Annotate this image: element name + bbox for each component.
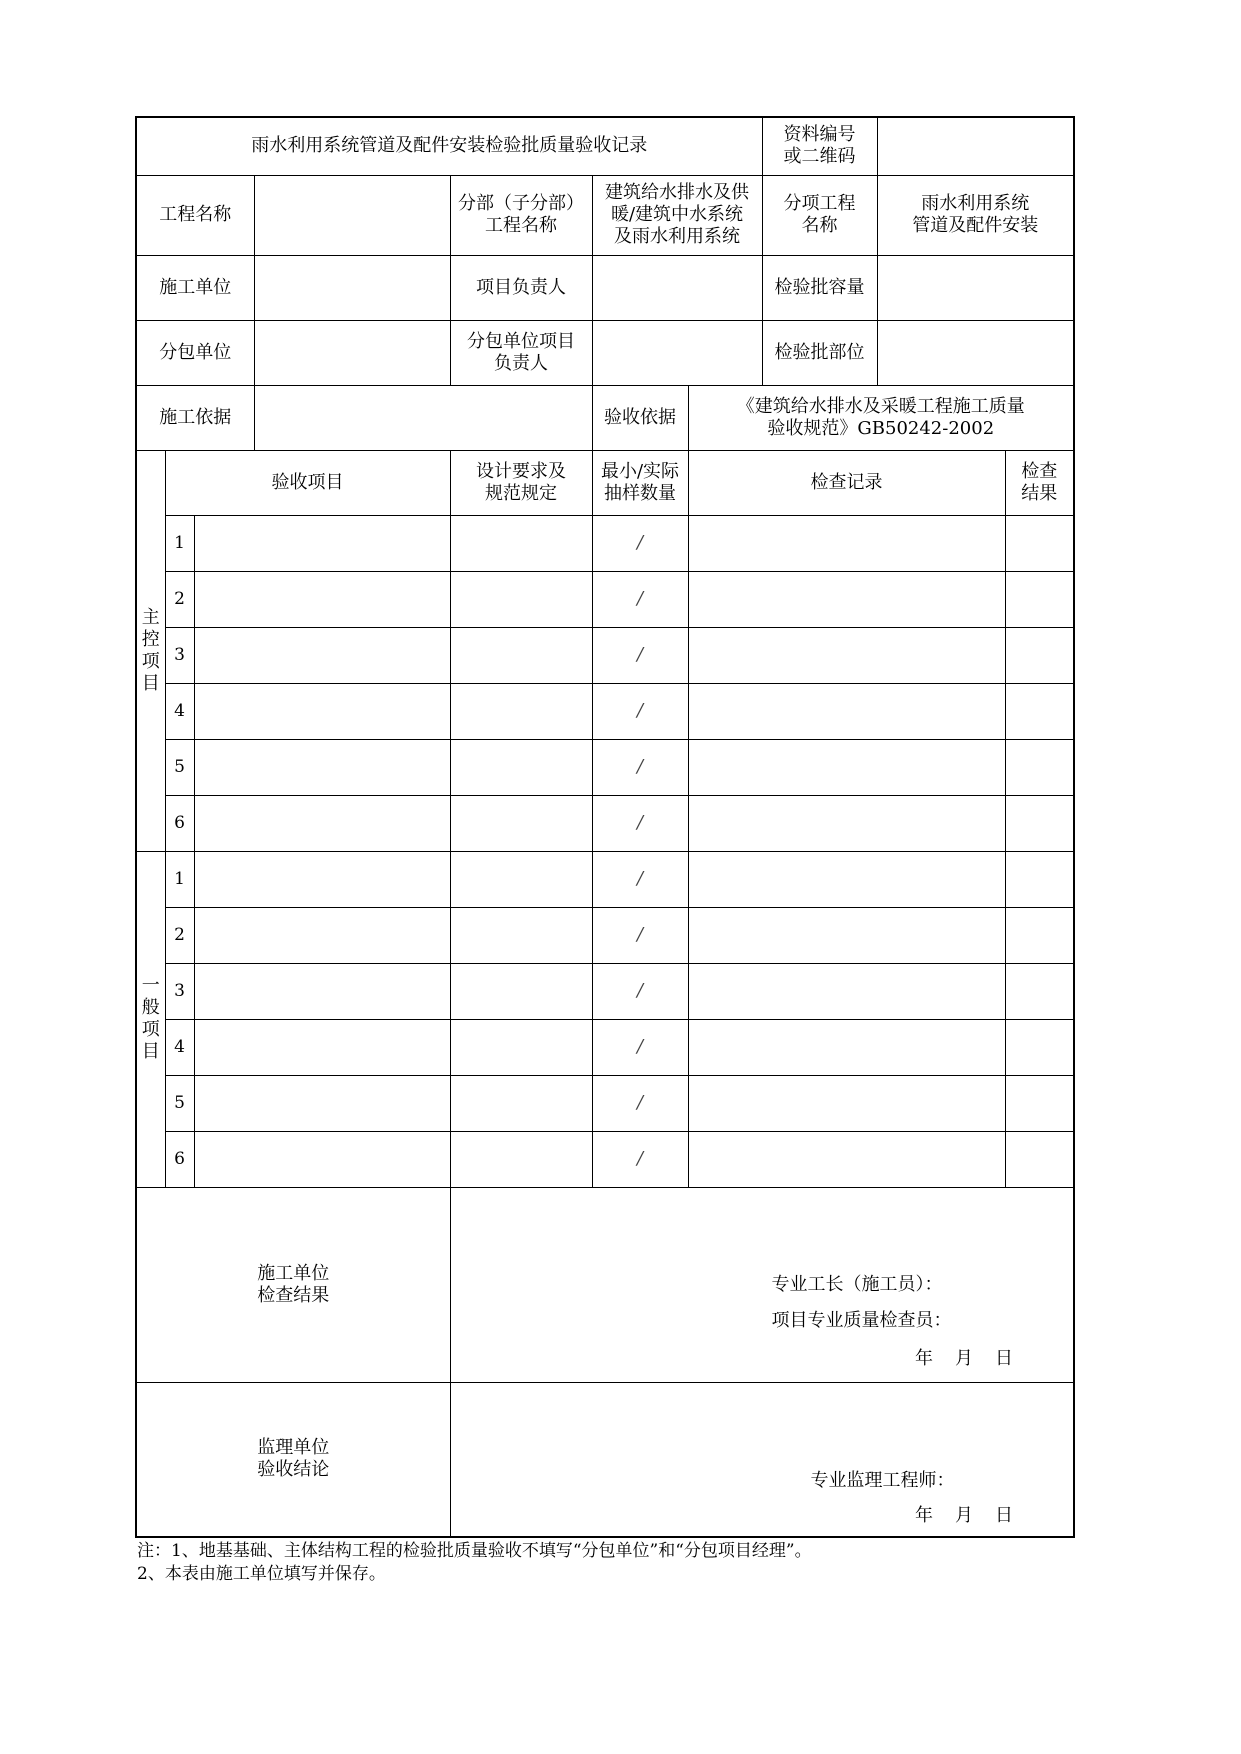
year-label: 年 — [915, 1347, 934, 1369]
note-2: 2、本表由施工单位填写并保存。 — [137, 1564, 386, 1584]
record-cell[interactable] — [688, 515, 1005, 571]
col-design: 设计要求及 规范规定 — [450, 450, 592, 515]
sample-cell[interactable]: / — [592, 851, 688, 907]
acceptance-basis-value: 《建筑给水排水及采暖工程施工质量 验收规范》GB50242-2002 — [688, 385, 1074, 450]
sample-cell[interactable]: / — [592, 907, 688, 963]
design-cell[interactable] — [450, 907, 592, 963]
table-row — [136, 515, 1074, 571]
item-cell[interactable] — [194, 739, 450, 795]
table-row — [136, 571, 1074, 627]
location-field[interactable] — [877, 320, 1074, 385]
table-row — [136, 907, 1074, 963]
col-item: 验收项目 — [165, 450, 450, 515]
row-number: 3 — [165, 963, 194, 1019]
item-cell[interactable] — [194, 1075, 450, 1131]
pm-label: 项目负责人 — [450, 255, 592, 320]
design-cell[interactable] — [450, 1075, 592, 1131]
row-number: 4 — [165, 683, 194, 739]
table-row — [136, 963, 1074, 1019]
record-cell[interactable] — [688, 963, 1005, 1019]
sample-cell[interactable]: / — [592, 1075, 688, 1131]
project-name-label: 工程名称 — [136, 175, 254, 255]
table-row — [136, 795, 1074, 851]
sample-cell[interactable]: / — [592, 627, 688, 683]
row-number: 2 — [165, 907, 194, 963]
item-cell[interactable] — [194, 515, 450, 571]
item-cell[interactable] — [194, 571, 450, 627]
general-text: 一 般 项 目 — [141, 975, 160, 1062]
row-number: 6 — [165, 795, 194, 851]
table-row — [136, 1075, 1074, 1131]
supervisor-check-area[interactable] — [450, 1382, 1074, 1537]
record-cell[interactable] — [688, 1019, 1005, 1075]
acceptance-basis-label: 验收依据 — [592, 385, 688, 450]
form-title: 雨水利用系统管道及配件安装检验批质量验收记录 — [136, 117, 762, 175]
supervisor-date — [915, 1505, 1013, 1527]
sample-cell[interactable]: / — [592, 963, 688, 1019]
table-row — [136, 739, 1074, 795]
sample-cell[interactable]: / — [592, 515, 688, 571]
row-number: 4 — [165, 1019, 194, 1075]
sample-cell[interactable]: / — [592, 1131, 688, 1187]
sample-cell[interactable]: / — [592, 795, 688, 851]
foreman-label: 专业工长（施工员）： — [771, 1273, 943, 1295]
design-cell[interactable] — [450, 1019, 592, 1075]
doc-no-label: 资料编号 或二维码 — [762, 117, 877, 175]
sample-cell[interactable]: / — [592, 739, 688, 795]
record-cell[interactable] — [688, 571, 1005, 627]
day-label: 日 — [995, 1504, 1014, 1526]
result-cell[interactable] — [1005, 795, 1074, 851]
contractor-check-area[interactable] — [450, 1187, 1074, 1382]
subcontractor-label: 分包单位 — [136, 320, 254, 385]
result-cell[interactable] — [1005, 515, 1074, 571]
division-value: 建筑给水排水及供 暖/建筑中水系统 及雨水利用系统 — [592, 175, 762, 255]
form-table — [135, 116, 1075, 1538]
engineer-label: 专业监理工程师： — [810, 1469, 955, 1491]
sample-cell[interactable]: / — [592, 683, 688, 739]
record-cell[interactable] — [688, 795, 1005, 851]
result-cell[interactable] — [1005, 1075, 1074, 1131]
basis-label: 施工依据 — [136, 385, 254, 450]
result-cell[interactable] — [1005, 739, 1074, 795]
contractor-field[interactable] — [254, 255, 450, 320]
record-cell[interactable] — [688, 683, 1005, 739]
sample-cell[interactable]: / — [592, 1019, 688, 1075]
main-control-label — [136, 450, 165, 851]
item-cell[interactable] — [194, 851, 450, 907]
main-control-text: 主 控 项 目 — [141, 606, 160, 694]
result-cell[interactable] — [1005, 907, 1074, 963]
month-label: 月 — [955, 1347, 974, 1369]
subitem-value: 雨水利用系统 管道及配件安装 — [877, 175, 1074, 255]
basis-field[interactable] — [254, 385, 592, 450]
row-number: 5 — [165, 1075, 194, 1131]
item-cell[interactable] — [194, 907, 450, 963]
result-cell[interactable] — [1005, 963, 1074, 1019]
design-cell[interactable] — [450, 571, 592, 627]
design-cell[interactable] — [450, 683, 592, 739]
table-row — [136, 851, 1074, 907]
supervisor-check-label: 监理单位 验收结论 — [136, 1382, 450, 1537]
col-result: 检查 结果 — [1005, 450, 1074, 515]
record-cell[interactable] — [688, 851, 1005, 907]
result-cell[interactable] — [1005, 851, 1074, 907]
note-1: 注：1、地基基础、主体结构工程的检验批质量验收不填写“分包单位”和“分包项目经理”。 — [137, 1541, 812, 1561]
record-cell[interactable] — [688, 907, 1005, 963]
capacity-field[interactable] — [877, 255, 1074, 320]
row-number: 5 — [165, 739, 194, 795]
sub-pm-label: 分包单位项目 负责人 — [450, 320, 592, 385]
row-number: 2 — [165, 571, 194, 627]
col-record: 检查记录 — [688, 450, 1005, 515]
table-row — [136, 683, 1074, 739]
contractor-label: 施工单位 — [136, 255, 254, 320]
col-sample: 最小/实际 抽样数量 — [592, 450, 688, 515]
item-cell[interactable] — [194, 795, 450, 851]
sub-pm-field[interactable] — [592, 320, 762, 385]
doc-no-field[interactable] — [877, 117, 1074, 175]
row-number: 6 — [165, 1131, 194, 1187]
record-cell[interactable] — [688, 627, 1005, 683]
result-cell[interactable] — [1005, 1019, 1074, 1075]
record-cell[interactable] — [688, 739, 1005, 795]
item-cell[interactable] — [194, 1019, 450, 1075]
result-cell[interactable] — [1005, 683, 1074, 739]
item-cell[interactable] — [194, 963, 450, 1019]
item-cell[interactable] — [194, 627, 450, 683]
month-label: 月 — [955, 1504, 974, 1526]
record-cell[interactable] — [688, 1131, 1005, 1187]
design-cell[interactable] — [450, 515, 592, 571]
general-label — [136, 851, 165, 1187]
location-label: 检验批部位 — [762, 320, 877, 385]
design-cell[interactable] — [450, 851, 592, 907]
pm-field[interactable] — [592, 255, 762, 320]
day-label: 日 — [995, 1347, 1014, 1369]
result-cell[interactable] — [1005, 1131, 1074, 1187]
result-cell[interactable] — [1005, 627, 1074, 683]
table-row — [136, 627, 1074, 683]
sample-cell[interactable]: / — [592, 571, 688, 627]
subitem-label: 分项工程 名称 — [762, 175, 877, 255]
row-number: 3 — [165, 627, 194, 683]
record-cell[interactable] — [688, 1075, 1005, 1131]
result-cell[interactable] — [1005, 571, 1074, 627]
project-name-field[interactable] — [254, 175, 450, 255]
design-cell[interactable] — [450, 963, 592, 1019]
row-number: 1 — [165, 515, 194, 571]
division-label: 分部（子分部） 工程名称 — [450, 175, 592, 255]
item-cell[interactable] — [194, 1131, 450, 1187]
design-cell[interactable] — [450, 795, 592, 851]
acceptance-record-form — [135, 116, 1073, 1538]
inspector-label: 项目专业质量检查员： — [771, 1309, 952, 1331]
item-cell[interactable] — [194, 683, 450, 739]
capacity-label: 检验批容量 — [762, 255, 877, 320]
table-row — [136, 1131, 1074, 1187]
subcontractor-field[interactable] — [254, 320, 450, 385]
contractor-date — [915, 1348, 1013, 1370]
design-cell[interactable] — [450, 1131, 592, 1187]
design-cell[interactable] — [450, 739, 592, 795]
row-number: 1 — [165, 851, 194, 907]
table-row — [136, 1019, 1074, 1075]
year-label: 年 — [915, 1504, 934, 1526]
design-cell[interactable] — [450, 627, 592, 683]
contractor-check-label: 施工单位 检查结果 — [136, 1187, 450, 1382]
